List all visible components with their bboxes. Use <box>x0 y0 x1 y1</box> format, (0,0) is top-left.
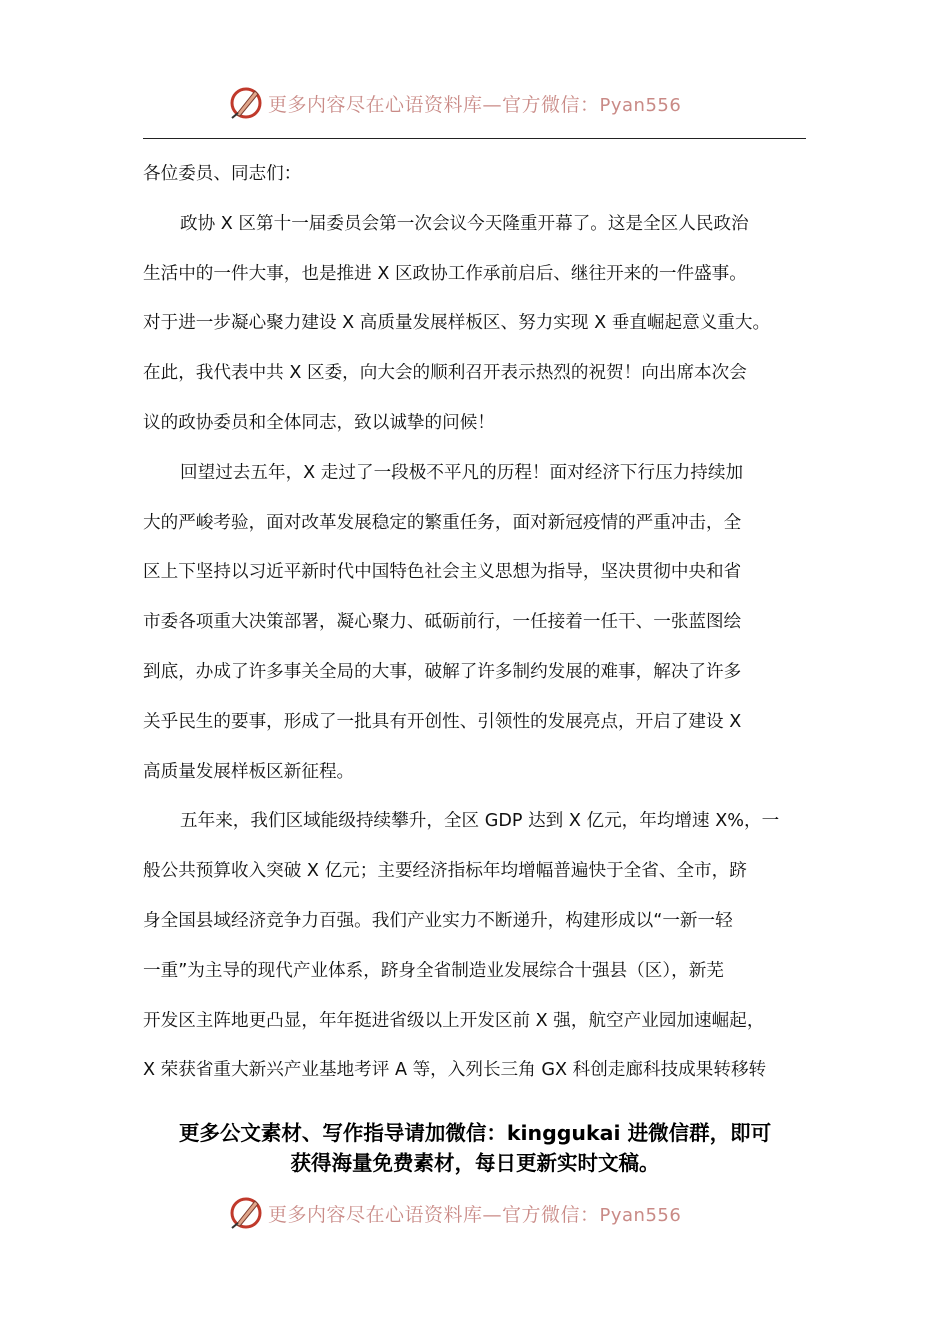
watermark-text: 更多内容尽在心语资料库—官方微信：Pyan556 <box>268 1203 682 1226</box>
paragraph-line: 般公共预算收入突破 X 亿元；主要经济指标年均增幅普遍快于全省、全市，跻 <box>143 861 747 882</box>
paragraph-line: 回望过去五年，X 走过了一段极不平凡的历程！面对经济下行压力持续加 <box>180 462 744 483</box>
paragraph-line: 大的严峻考验，面对改革发展稳定的繁重任务，面对新冠疫情的严重冲击，全 <box>143 512 742 533</box>
footer-watermark <box>0 1190 950 1236</box>
paragraph-line: 市委各项重大决策部署，凝心聚力、砥砺前行，一任接着一任干、一张蓝图绘 <box>143 612 742 633</box>
paragraph-line: 生活中的一件大事，也是推进 X 区政协工作承前启后、继往开来的一件盛事。 <box>143 263 747 284</box>
paragraph-line: 一重”为主导的现代产业体系，跻身全省制造业发展综合十强县（区），新芜 <box>143 960 724 981</box>
paragraph-2 <box>143 449 808 798</box>
paragraph-3 <box>143 797 808 1096</box>
paragraph-line: 政协 X 区第十一届委员会第一次会议今天隆重开幕了。这是全区人民政治 <box>180 213 749 234</box>
paragraph-line: 高质量发展样板区新征程。 <box>143 761 355 782</box>
watermark-text: 更多内容尽在心语资料库—官方微信：Pyan556 <box>268 93 682 116</box>
paragraph-line: X 荣获省重大新兴产业基地考评 A 等，入列长三角 GX 科创走廊科技成果转移转 <box>143 1060 767 1081</box>
paragraph-line: 议的政协委员和全体同志，致以诚挚的问候！ <box>143 412 495 433</box>
paragraph-line: 区上下坚持以习近平新时代中国特色社会主义思想为指导，坚决贯彻中央和省 <box>143 562 742 583</box>
quill-pen-icon <box>228 1195 264 1231</box>
header-watermark <box>0 80 950 126</box>
paragraph-line: 开发区主阵地更凸显，年年挺进省级以上开发区前 X 强，航空产业园加速崛起， <box>143 1010 765 1031</box>
paragraph-line: 身全国县域经济竞争力百强。我们产业实力不断递升，构建形成以“一新一轻 <box>143 910 733 931</box>
footer-note-line: 更多公文素材、写作指导请加微信：kinggukai 进微信群，即可 <box>178 1121 772 1145</box>
paragraph-line: 在此，我代表中共 X 区委，向大会的顺利召开表示热烈的祝贺！向出席本次会 <box>143 363 747 384</box>
quill-pen-icon <box>228 85 264 121</box>
footer-note-line: 获得海量免费素材，每日更新实时文稿。 <box>290 1151 660 1175</box>
paragraph-line: 五年来，我们区域能级持续攀升，全区 GDP 达到 X 亿元，年均增速 X%，一 <box>180 811 780 832</box>
footer-note <box>130 1118 820 1178</box>
salutation: 各位委员、同志们： <box>143 164 302 184</box>
paragraph-1 <box>143 200 808 449</box>
header-rule <box>143 138 806 139</box>
paragraph-line: 对于进一步凝心聚力建设 X 高质量发展样板区、努力实现 X 垂直崛起意义重大。 <box>143 313 771 334</box>
paragraph-line: 关乎民生的要事，形成了一批具有开创性、引领性的发展亮点，开启了建设 X <box>143 711 742 732</box>
paragraph-line: 到底，办成了许多事关全局的大事，破解了许多制约发展的难事，解决了许多 <box>143 661 742 682</box>
document-body <box>143 150 808 1096</box>
